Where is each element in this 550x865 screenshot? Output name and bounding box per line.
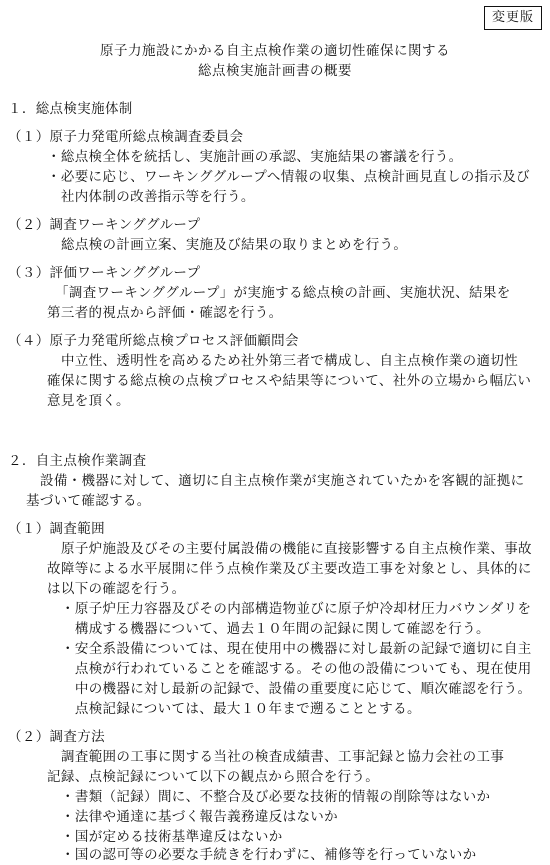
revision-stamp: 変更版	[484, 6, 542, 30]
section-1-item-4-line: 意見を頂く。	[47, 393, 130, 409]
section-2-item-2-line: 調査範囲の工事に関する当社の検査成績書、工事記録と協力会社の工事	[61, 749, 505, 765]
section-2-item-2-line: 記録、点検記録について以下の観点から照合を行う。	[47, 769, 380, 785]
section-1-item-3-line: 第三者的視点から評価・確認を行う。	[47, 305, 283, 321]
section-2-item-1-line: 原子炉施設及びその主要付属設備の機能に直接影響する自主点検作業、事故	[61, 541, 532, 557]
section-2-item-2-line: ・書類（記録）間に、不整合及び必要な技術的情報の削除等はないか	[61, 789, 491, 805]
document-title-line-2: 総点検実施計画書の概要	[198, 63, 352, 79]
section-2-item-1-line: は以下の確認を行う。	[47, 581, 186, 597]
section-1-heading: １．総点検実施体制	[8, 101, 133, 117]
section-1-item-4-line: 確保に関する総点検の点検プロセスや結果等について、社外の立場から幅広い	[47, 373, 532, 389]
section-1-item-1-line: 社内体制の改善指示等を行う。	[47, 189, 255, 205]
section-2-item-2-line: ・法律や通達に基づく報告義務違反はないか	[61, 809, 338, 825]
section-1-item-4-line: 中立性、透明性を高めるため社外第三者で構成し、自主点検作業の適切性	[61, 353, 519, 369]
section-2-item-1-line: ・原子炉圧力容器及びその内部構造物並びに原子炉冷却材圧力バウンダリを	[61, 601, 532, 617]
section-2-item-2-line: ・国の認可等の必要な手続きを行わずに、補修等を行っていないか	[61, 847, 477, 863]
section-2-item-1-line: 中の機器に対し最新の記録で、設備の重要度に応じて、順次確認を行う。	[61, 681, 532, 697]
section-2-item-1-line: 点検記録については、最大１０年まで遡ることとする。	[61, 701, 421, 717]
section-2-item-2-line: ・国が定める技術基準違反はないか	[61, 829, 283, 845]
section-1-item-1-heading: （１）原子力発電所総点検調査委員会	[8, 129, 244, 145]
section-2-item-1-line: ・安全系設備については、現在使用中の機器に対し最新の記録で適切に自主	[61, 641, 532, 657]
section-2-item-1-line: 故障等による水平展開に伴う点検作業及び主要改造工事を対象とし、具体的に	[47, 561, 532, 577]
section-2-intro-line: 設備・機器に対して、適切に自主点検作業が実施されていたかを客観的証拠に	[40, 473, 525, 489]
section-1-item-1-line: ・総点検全体を統括し、実施計画の承認、実施結果の審議を行う。	[47, 149, 463, 165]
section-2-item-1-line: 点検が行われていることを確認する。その他の設備についても、現在使用	[61, 661, 532, 677]
document-title-line-1: 原子力施設にかかる自主点検作業の適切性確保に関する	[100, 43, 450, 59]
section-2-item-2-heading: （２）調査方法	[8, 729, 105, 745]
section-1-item-2-line: 総点検の計画立案、実施及び結果の取りまとめを行う。	[61, 237, 408, 253]
section-2-item-1-line: 構成する機器について、過去１０年間の記録に関して確認を行う。	[61, 621, 490, 637]
section-1-item-3-heading: （３）評価ワーキンググループ	[8, 265, 201, 281]
section-2-heading: ２．自主点検作業調査	[8, 453, 147, 469]
section-2-item-1-heading: （１）調査範囲	[8, 521, 105, 537]
section-2-intro-line: 基づいて確認する。	[26, 493, 151, 509]
section-1-item-3-line: 「調査ワーキンググループ」が実施する総点検の計画、実施状況、結果を	[55, 285, 511, 301]
section-1-item-1-line: ・必要に応じ、ワーキンググループへ情報の収集、点検計画見直しの指示及び	[47, 169, 530, 185]
section-1-item-2-heading: （２）調査ワーキンググループ	[8, 217, 201, 233]
section-1-item-4-heading: （４）原子力発電所総点検プロセス評価顧問会	[8, 333, 299, 349]
